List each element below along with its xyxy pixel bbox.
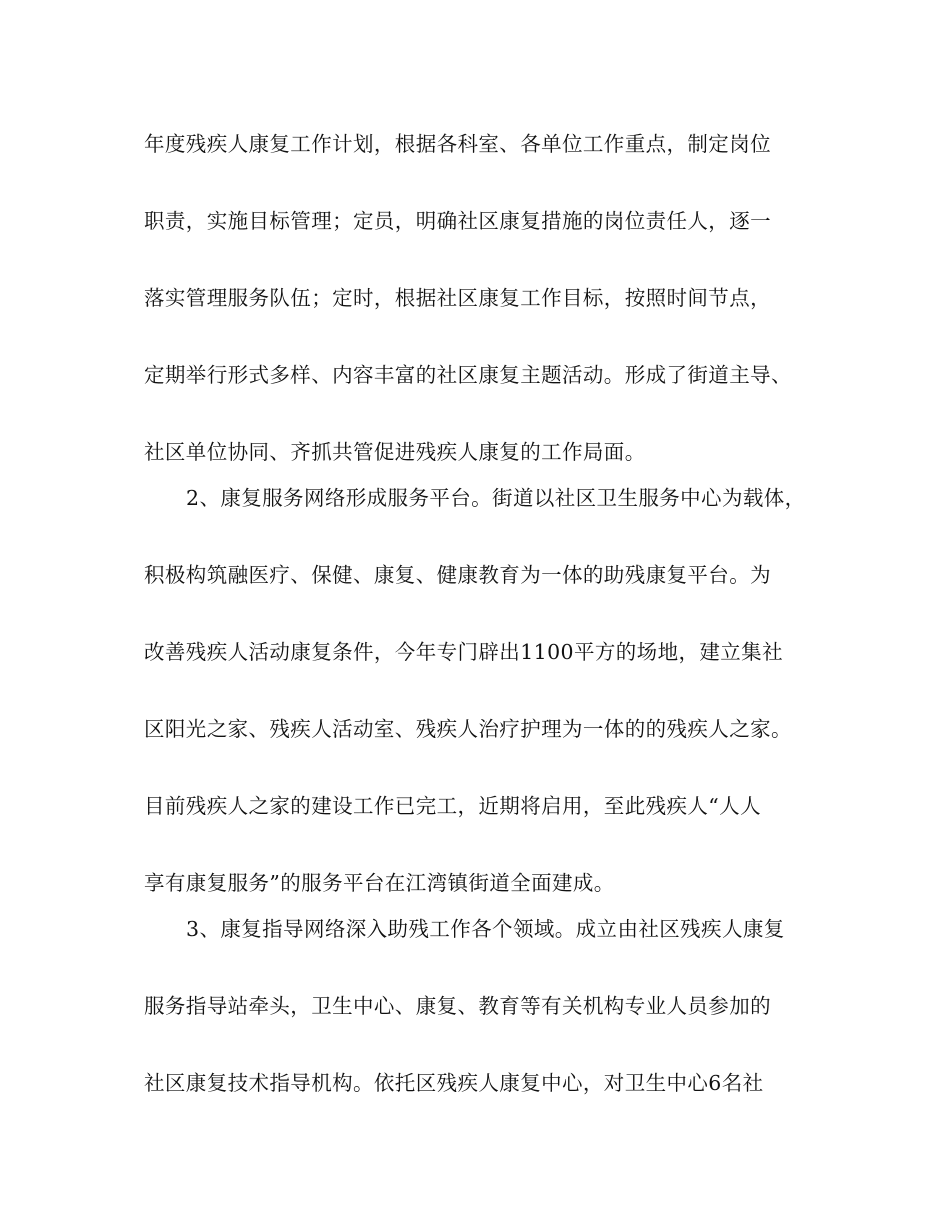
text-line: 服务指导站牵头，卫生中心、康复、教育等有关机构专业人员参加的 [144, 994, 771, 1018]
text-line: 年度残疾人康复工作计划，根据各科室、各单位工作重点，制定岗位 [144, 132, 771, 156]
text-line: 社区单位协同、齐抓共管促进残疾人康复的工作局面。 [144, 440, 646, 464]
text-line: 落实管理服务队伍；定时，根据社区康复工作目标，按照时间节点， [144, 286, 771, 310]
text-line: 社区康复技术指导机构。依托区残疾人康复中心，对卫生中心6名社 [144, 1071, 764, 1095]
paragraph-first-line: 2、康复服务网络形成服务平台。街道以社区卫生服务中心为载体， [186, 486, 806, 510]
text-line: 区阳光之家、残疾人活动室、残疾人治疗护理为一体的的残疾人之家。 [144, 717, 792, 741]
text-line: 目前残疾人之家的建设工作已完工，近期将启用，至此残疾人“人人 [144, 794, 761, 818]
text-line: 积极构筑融医疗、保健、康复、健康教育为一体的助残康复平台。为 [144, 563, 771, 587]
text-line: 定期举行形式多样、内容丰富的社区康复主题活动。形成了街道主导、 [144, 363, 792, 387]
text-line: 职责，实施目标管理；定员，明确社区康复措施的岗位责任人，逐一 [144, 209, 771, 233]
text-line: 享有康复服务”的服务平台在江湾镇街道全面建成。 [144, 871, 615, 895]
text-line: 改善残疾人活动康复条件，今年专门辟出1100平方的场地，建立集社 [144, 640, 783, 664]
paragraph-first-line: 3、康复指导网络深入助残工作各个领域。成立由社区残疾人康复 [186, 917, 785, 941]
